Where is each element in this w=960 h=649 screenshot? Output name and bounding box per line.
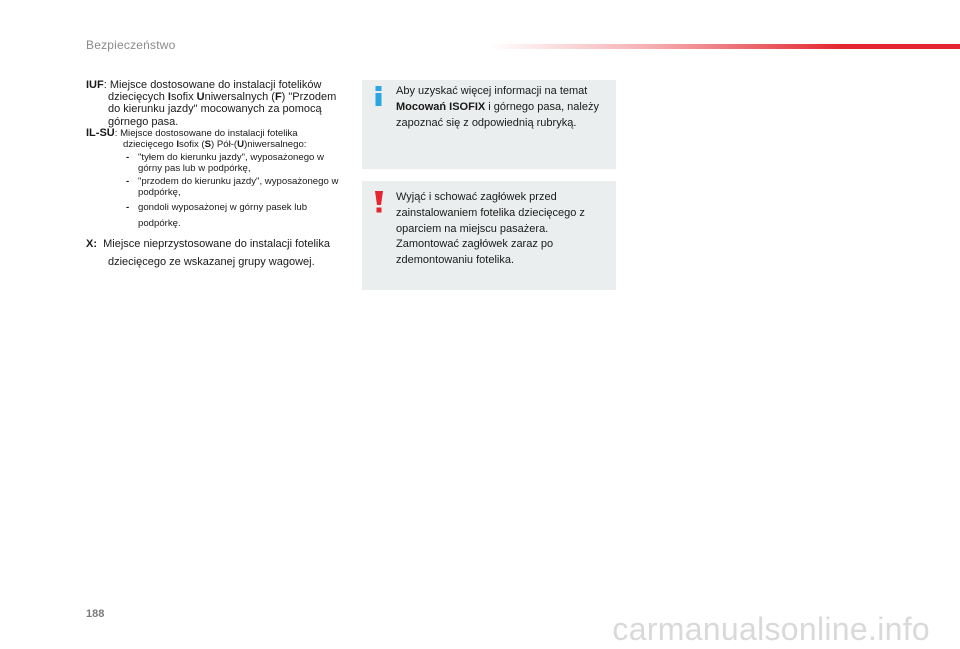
- page-number: 188: [86, 608, 105, 620]
- term-iuf: IUF: [86, 79, 104, 91]
- list-item-text: "przodem do kierunku jazdy", wyposażonego w podpórkę,: [138, 175, 339, 199]
- definition-text: : Miejsce dostosowane do instalacji fotelika dziecięcego: [114, 127, 298, 151]
- definition-text: niwersalnych (: [204, 91, 275, 104]
- list-item-text: gondoli wyposażonej w górny pasek lub podpórkę.: [138, 201, 308, 229]
- list-item: - "tyłem do kierunku jazdy", wyposażonego w górny pas lub w podpórkę,: [126, 151, 324, 175]
- definition-text: F: [274, 91, 282, 104]
- definition-ilsu: [86, 128, 348, 151]
- definition-x: [86, 235, 348, 272]
- info-text-bold: Mocowań ISOFIX: [396, 100, 486, 113]
- term-x: X:: [86, 237, 97, 250]
- info-box-text: [396, 84, 608, 131]
- info-icon: [374, 86, 384, 111]
- definition-text: ) "Przodem do kierunku jazdy" mocowanych za pomocą górnego pasa.: [108, 91, 337, 128]
- list-item: - gondoli wyposażonej w górny pasek lub podpórkę.: [126, 201, 308, 229]
- term-ilsu: IL-SU: [86, 126, 115, 139]
- definition-text: sofix: [170, 91, 197, 104]
- warning-box-text: Wyjąć i schować zagłówek przed zainstalowaniem fotelika dziecięcego z oparciem na miejscu pasażera. Zamontować zagłówek zaraz po zdemontowaniu fotelika.: [396, 191, 585, 267]
- definition-text: : Miejsce dostosowane do instalacji fotelików dziecięcych: [103, 79, 322, 104]
- definition-text: ) Pół-(: [211, 139, 238, 151]
- warning-box: [362, 181, 616, 290]
- definition-text: U: [196, 91, 205, 104]
- warning-icon: [374, 191, 384, 218]
- info-text: i górnego pasa, należy zapoznać się z odpowiednią rubryką.: [396, 100, 599, 129]
- definition-iuf: [86, 79, 348, 128]
- definition-text: U: [237, 139, 245, 151]
- definition-text: I: [167, 91, 171, 104]
- definition-text: I: [176, 139, 180, 151]
- definition-text: Miejsce nieprzystosowane do instalacji fotelika dziecięcego ze wskazanej grupy wagowej.: [103, 237, 330, 269]
- watermark: carmanualsonline.info: [612, 611, 930, 647]
- list-item: - "przodem do kierunku jazdy", wyposażonego w podpórkę,: [126, 175, 339, 199]
- definition-text: )niwersalnego:: [244, 139, 307, 151]
- header-accent-bar: [490, 44, 960, 49]
- definition-text: sofix (: [179, 139, 205, 151]
- definition-text: S: [204, 139, 212, 151]
- definitions-column: [86, 79, 348, 272]
- info-box: [362, 80, 616, 169]
- info-text: Aby uzyskać więcej informacji na temat: [396, 85, 588, 97]
- list-item-text: "tyłem do kierunku jazdy", wyposażonego w górny pas lub w podpórkę,: [138, 151, 324, 175]
- section-title: Bezpieczeństwo: [86, 38, 176, 52]
- ilsu-options-list: [86, 152, 348, 232]
